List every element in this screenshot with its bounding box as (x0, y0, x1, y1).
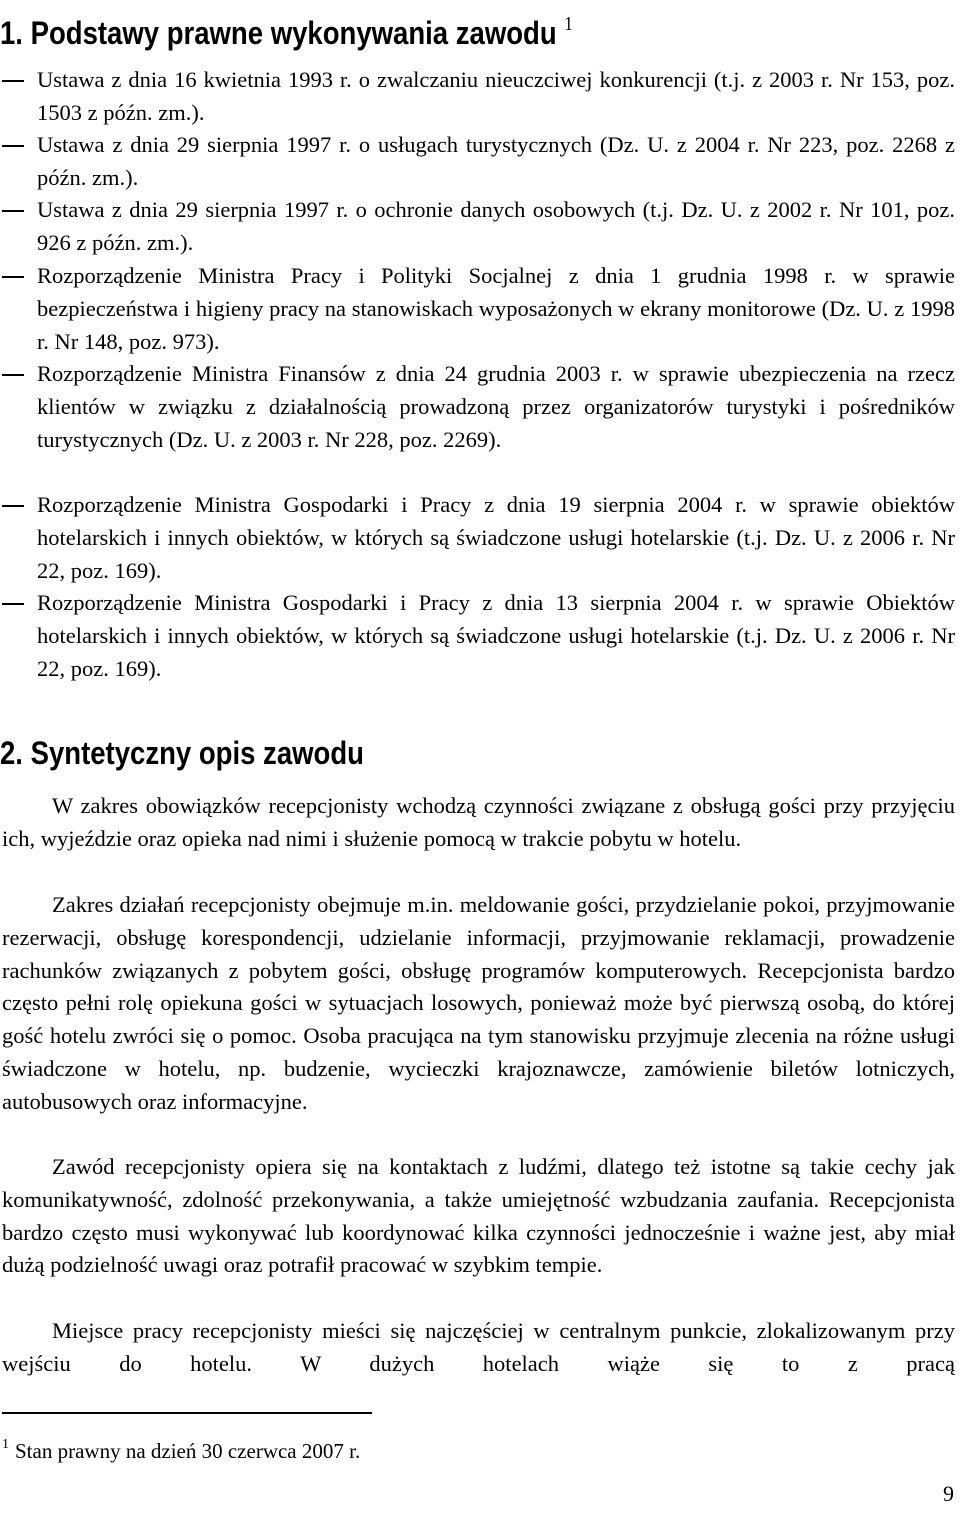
dash-bullet (2, 80, 24, 82)
legal-basis-text: Ustawa z dnia 29 sierpnia 1997 r. o usługach turystycznych (Dz. U. z 2004 r. Nr 223, poz. 2268 z późn. zm.). (37, 132, 955, 190)
dash-bullet (2, 145, 24, 147)
dash-bullet (2, 374, 24, 376)
legal-basis-item (0, 587, 955, 685)
legal-basis-item (0, 489, 955, 587)
section-1-title: 1. Podstawy prawne wykonywania zawodu (0, 15, 557, 51)
description-paragraph: W zakres obowiązków recepcjonisty wchodzą czynności związane z obsługą gości przy przyjęciu ich, wyjeździe oraz opieka nad nimi i służenie pomocą w trakcie pobytu w hotelu. (2, 793, 955, 851)
legal-basis-text: Ustawa z dnia 16 kwietnia 1993 r. o zwalczaniu nieuczciwej konkurencji (t.j. z 2003 r. Nr 153, poz. 1503 z późn. zm.). (37, 67, 955, 125)
footnote-marker: 1 (2, 1437, 9, 1452)
description-paragraph: Zakres działań recepcjonisty obejmuje m.in. meldowanie gości, przydzielanie pokoi, przyjmowanie rezerwacji, obsługę korespondencji, udzielanie informacji, przyjmowanie reklamacji, prowadzenie rachunków związanych z pobytem gości, obsługę programów komputerowych. Recepcjonista bardzo często pełni rolę opiekuna gości w sytuacjach losowych, ponieważ może być pierwszą osobą, do której gość hotelu zwróci się o pomoc. Osoba pracująca na tym stanowisku przyjmuje zlecenia na różne usługi świadczone w hotelu, np. budzenie, wycieczki krajoznawcze, zamówienie biletów lotniczych, autobusowych oraz informacyjne. (2, 892, 955, 1114)
section-2-heading (0, 733, 364, 773)
legal-basis-item (0, 64, 955, 130)
footnote-separator (2, 1412, 372, 1414)
dash-bullet (2, 276, 24, 278)
legal-basis-item (0, 194, 955, 260)
legal-basis-item (0, 129, 955, 195)
page-number: 9 (943, 1481, 954, 1506)
description-paragraph: Zawód recepcjonisty opiera się na kontaktach z ludźmi, dlatego też istotne są takie cechy jak komunikatywność, zdolność przekonywania, a także umiejętność wzbudzania zaufania. Recepcjonista bardzo często musi wykonywać lub koordynować kilka czynności jednocześnie i ważne jest, aby miał dużą podzielność uwagi oraz potrafił pracować w szybkim tempie. (2, 1154, 955, 1278)
dash-bullet (2, 210, 24, 212)
legal-basis-text: Ustawa z dnia 29 sierpnia 1997 r. o ochronie danych osobowych (t.j. Dz. U. z 2002 r. Nr 101, poz. 926 z późn. zm.). (37, 197, 955, 255)
footnote-reference: 1 (564, 13, 573, 35)
footnote (2, 1432, 360, 1464)
dash-bullet (2, 603, 24, 605)
section-2-title: 2. Syntetyczny opis zawodu (0, 735, 364, 771)
legal-basis-text: Rozporządzenie Ministra Gospodarki i Pracy z dnia 19 sierpnia 2004 r. w sprawie obiektów hotelarskich i innych obiektów, w których są świadczone usługi hotelarskie (t.j. Dz. U. z 2006 r. Nr 22, poz. 169). (37, 492, 955, 583)
dash-bullet (2, 505, 24, 507)
footnote-text: Stan prawny na dzień 30 czerwca 2007 r. (15, 1439, 361, 1463)
legal-basis-text: Rozporządzenie Ministra Finansów z dnia 24 grudnia 2003 r. w sprawie ubezpieczenia na rzecz klientów w związku z działalnością prowadzoną przez organizatorów turystyki i pośredników turystycznych (Dz. U. z 2003 r. Nr 228, poz. 2269). (37, 361, 955, 452)
section-1-heading (0, 4, 573, 53)
legal-basis-text: Rozporządzenie Ministra Pracy i Polityki Socjalnej z dnia 1 grudnia 1998 r. w sprawie bezpieczeństwa i higieny pracy na stanowiskach wyposażonych w ekrany monitorowe (Dz. U. z 1998 r. Nr 148, poz. 973). (37, 263, 955, 354)
legal-basis-item (0, 260, 955, 358)
legal-basis-text: Rozporządzenie Ministra Gospodarki i Pracy z dnia 13 sierpnia 2004 r. w sprawie Obiektów hotelarskich i innych obiektów, w których są świadczone usługi hotelarskie (t.j. Dz. U. z 2006 r. Nr 22, poz. 169). (37, 590, 955, 681)
legal-basis-item (0, 358, 955, 456)
description-paragraph: Miejsce pracy recepcjonisty mieści się najczęściej w centralnym punkcie, zlokalizowanym przy wejściu do hotelu. W dużych hotelach wiąże się to z pracą (2, 1318, 955, 1376)
